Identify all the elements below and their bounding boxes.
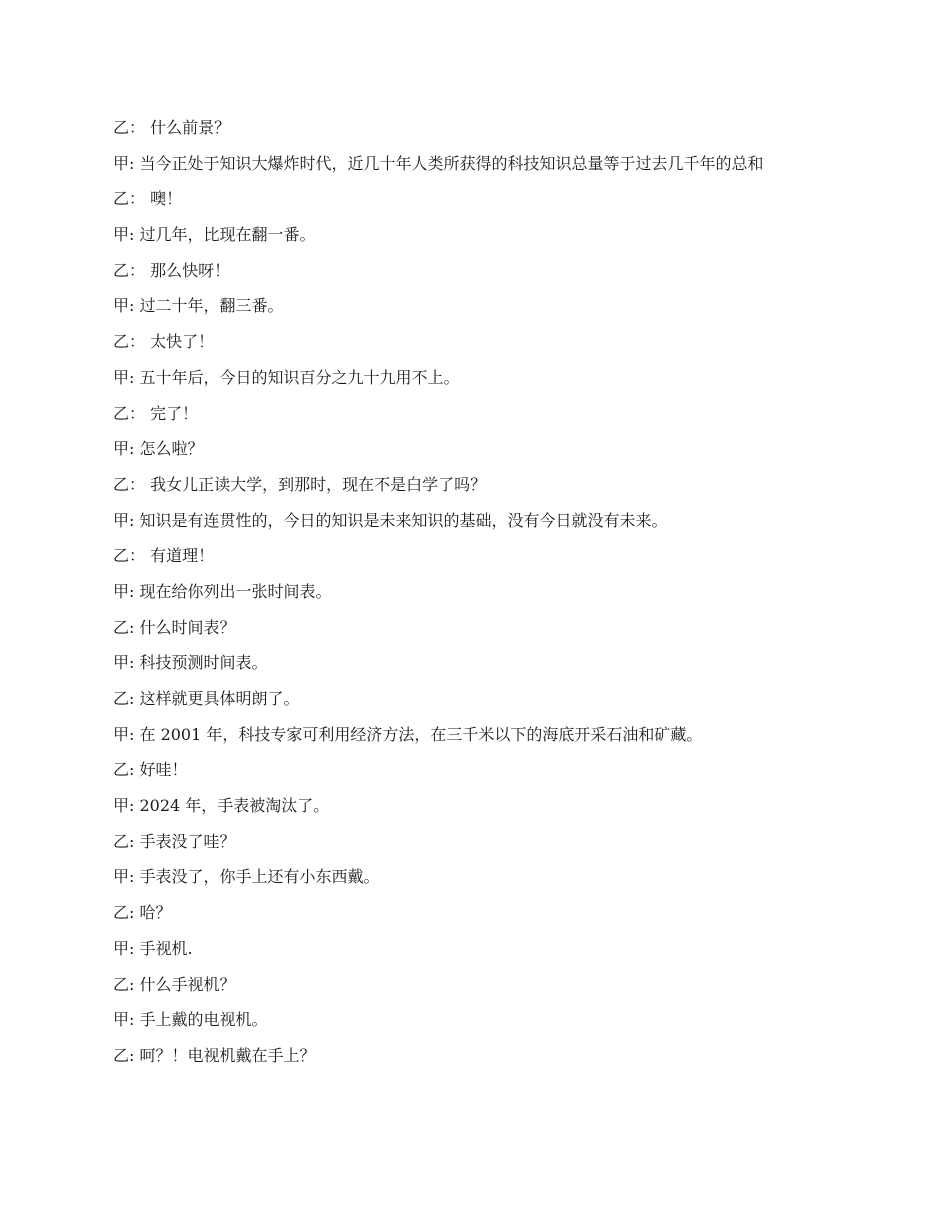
dialogue-line: 乙: 什么时间表？ <box>113 617 236 637</box>
dialogue-line: 乙: 好哇！ <box>113 760 188 780</box>
dialogue-line: 乙: 什么手视机？ <box>113 974 236 994</box>
dialogue-line: 乙： 太快了！ <box>113 332 215 352</box>
dialogue-line: 乙： 噢！ <box>113 189 183 209</box>
dialogue-line: 甲: 当今正处于知识大爆炸时代，近几十年人类所获得的科技知识总量等于过去几千年的总和 <box>113 153 764 173</box>
dialogue-line: 甲: 五十年后，今日的知识百分之九十九用不上。 <box>113 367 460 387</box>
dialogue-line: 乙: 手表没了哇？ <box>113 831 236 851</box>
dialogue-line: 甲: 过二十年，翻三番。 <box>113 296 284 316</box>
dialogue-line: 乙： 完了！ <box>113 403 199 423</box>
dialogue-line: 甲: 手视机. <box>113 938 193 958</box>
dialogue-line: 甲: 手上戴的电视机。 <box>113 1010 268 1030</box>
dialogue-lines <box>113 110 833 1074</box>
dialogue-line: 甲: 2024 年，手表被淘汰了。 <box>113 796 330 816</box>
dialogue-line: 乙： 我女儿正读大学，到那时，现在不是白学了吗？ <box>113 474 487 494</box>
dialogue-line: 乙: 这样就更具体明朗了。 <box>113 689 300 709</box>
dialogue-line: 甲: 在 2001 年，科技专家可利用经济方法，在三千米以下的海底开采石油和矿藏。 <box>113 724 703 744</box>
dialogue-line: 乙： 那么快呀！ <box>113 260 231 280</box>
dialogue-line: 乙: 呵？！电视机戴在手上？ <box>113 1045 316 1065</box>
dialogue-line: 甲: 知识是有连贯性的，今日的知识是未来知识的基础，没有今日就没有未来。 <box>113 510 668 530</box>
dialogue-line: 甲: 现在给你列出一张时间表。 <box>113 581 332 601</box>
dialogue-line: 乙： 有道理！ <box>113 546 215 566</box>
dialogue-line: 甲: 过几年，比现在翻一番。 <box>113 225 316 245</box>
dialogue-line: 乙: 哈？ <box>113 903 172 923</box>
dialogue-line: 乙： 什么前景？ <box>113 118 231 137</box>
dialogue-line: 甲: 怎么啦？ <box>113 439 204 459</box>
dialogue-line: 甲: 手表没了，你手上还有小东西戴。 <box>113 867 380 887</box>
dialogue-line: 甲: 科技预测时间表。 <box>113 653 268 673</box>
